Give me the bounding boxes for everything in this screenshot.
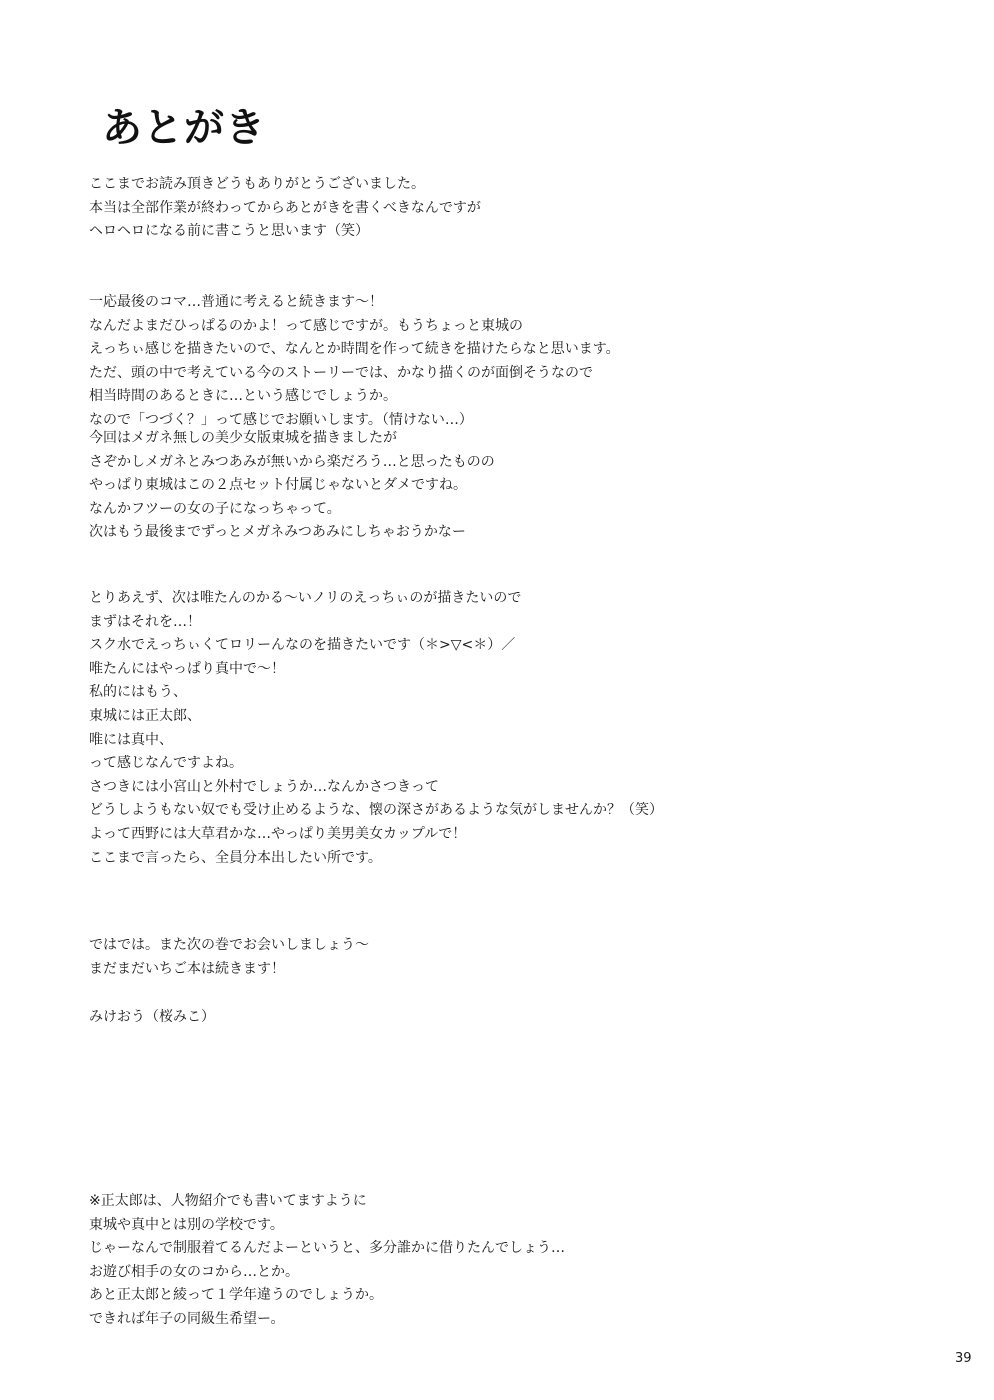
text-line: なんだよまだひっぱるのかよ！って感じですが。もうちょっと東城の [89,317,523,334]
text-line: みけおう（桜みこ） [89,1009,215,1025]
text-line: ※正太郎は、人物紹介でも書いてますように [89,1193,367,1209]
author-signature [89,1006,215,1030]
text-line: ただ、頭の中で考えている今のストーリーでは、かなり描くのが面倒そうなので [89,364,593,381]
text-line: お遊び相手の女のコから…とか。 [89,1263,299,1280]
text-line: じゃーなんで制服着てるんだよーというと、多分誰かに借りたんでしょう… [89,1240,565,1257]
text-line: さつきには小宮山と外村でしょうか…なんかさつきって [89,778,439,795]
paragraph-farewell [89,934,369,981]
page-number: 39 [955,1351,972,1366]
text-line: ここまで言ったら、全員分本出したい所です。 [89,849,382,866]
text-line: とりあえず、次は唯たんのかる～いノリのえっちぃのが描きたいので [89,590,522,606]
text-line: ここまでお読み頂きどうもありがとうございました。 [89,176,425,192]
text-line: さぞかしメガネとみつあみが無いから楽だろう…と思ったものの [89,453,495,470]
text-line: できれば年子の同級生希望ー。 [89,1310,285,1327]
text-line: 今回はメガネ無しの美少女版東城を描きましたが [89,430,397,446]
text-line: えっちぃ感じを描きたいので、なんとか時間を作って続きを描けたらなと思います。 [89,341,620,358]
afterword-title: あとがき [102,105,266,151]
paragraph-glasses [89,427,495,545]
text-line: ではでは。また次の巻でお会いしましょう～ [89,937,369,953]
paragraph-thanks [89,173,481,244]
paragraph-footnote [89,1190,565,1332]
text-line: ヘロヘロになる前に書こうと思います（笑） [89,223,369,240]
text-line: なので「つづく？」って感じでお願いします。（情けない…） [89,411,473,428]
text-line: 唯たんにはやっぱり真中で～！ [89,660,285,677]
text-line: 本当は全部作業が終わってからあとがきを書くべきなんですが [89,199,481,216]
text-line: まだまだいちご本は続きます！ [89,960,285,977]
text-line: あと正太郎と綾って１学年違うのでしょうか。 [89,1287,383,1304]
text-line: まずはそれを…！ [89,613,201,630]
text-line: 東城や真中とは別の学校です。 [89,1216,284,1233]
text-line: 唯には真中、 [89,731,173,748]
text-line: よって西野には大草君かな…やっぱり美男美女カップルで！ [89,825,467,842]
text-line: やっぱり東城はこの２点セット付属じゃないとダメですね。 [89,477,467,494]
paragraph-next-plans [89,587,663,870]
text-line: 一応最後のコマ…普通に考えると続きます～！ [89,294,383,310]
text-line: 東城には正太郎、 [89,707,201,724]
text-line: 私的にはもう、 [89,684,187,701]
text-line: 次はもう最後までずっとメガネみつあみにしちゃおうかなー [89,524,466,541]
text-line: どうしようもない奴でも受け止めるような、懐の深さがあるような気がしませんか？（笑） [89,802,663,819]
text-line: 相当時間のあるときに…という感じでしょうか。 [89,388,397,405]
paragraph-continuation [89,291,620,433]
text-line: スク水でえっちぃくてロリーんなのを描きたいです（＊>▽<＊）／ [89,637,516,654]
text-line: って感じなんですよね。 [89,755,243,772]
text-line: なんかフツーの女の子になっちゃって。 [89,500,341,517]
